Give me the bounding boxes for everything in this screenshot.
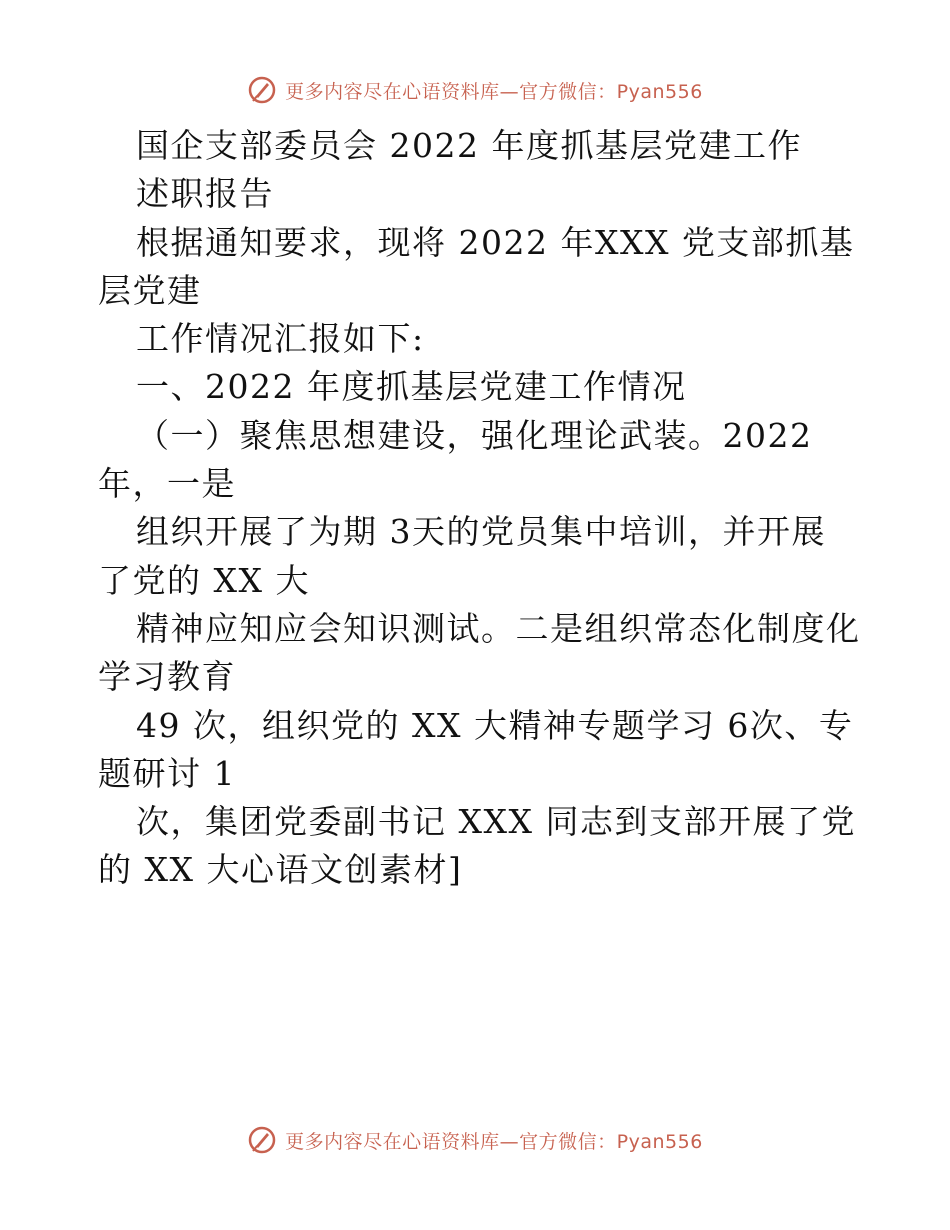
- quill-logo-icon: [247, 1125, 277, 1155]
- doc-line: 次，集团党委副书记 XXX 同志到支部开展了党: [136, 802, 856, 842]
- doc-line: 层党建: [98, 270, 202, 310]
- doc-line: 49 次，组织党的 XX 大精神专题学习 6次、专: [136, 705, 854, 745]
- document-body: [98, 122, 868, 895]
- doc-line-subtitle: 述职报告: [136, 174, 274, 214]
- doc-line: 了党的 XX 大: [98, 560, 310, 600]
- doc-line-title: 国企支部委员会 2022 年度抓基层党建工作: [136, 126, 802, 165]
- doc-line-section-heading: 一、2022 年度抓基层党建工作情况: [136, 367, 687, 407]
- footer-watermark: [0, 1120, 950, 1160]
- watermark-text: 更多内容尽在心语资料库—官方微信：Pyan556: [285, 1130, 703, 1153]
- quill-logo-icon: [247, 75, 277, 105]
- watermark-text: 更多内容尽在心语资料库—官方微信：Pyan556: [285, 80, 703, 103]
- header-watermark: [0, 70, 950, 110]
- doc-line: 根据通知要求，现将 2022 年XXX 党支部抓基: [136, 222, 855, 262]
- doc-line: 的 XX 大心语文创素材]: [98, 850, 463, 890]
- doc-line: （一）聚焦思想建设，强化理论武装。2022: [136, 415, 813, 455]
- doc-line: 年，一是: [98, 464, 236, 504]
- doc-line: 学习教育: [98, 657, 236, 697]
- doc-line: 组织开展了为期 3天的党员集中培训，并开展: [136, 512, 826, 552]
- doc-line: 工作情况汇报如下:: [136, 319, 425, 359]
- doc-line: 精神应知应会知识测试。二是组织常态化制度化: [136, 608, 861, 648]
- doc-line: 题研讨 1: [98, 753, 236, 793]
